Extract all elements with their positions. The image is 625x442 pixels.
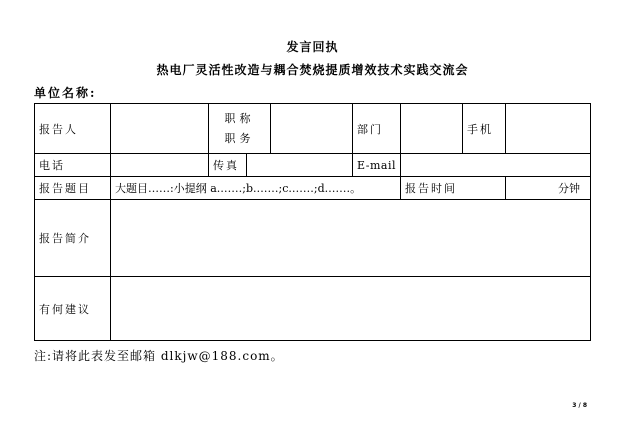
email-label: E-mail — [353, 154, 401, 177]
form-row-topic — [35, 177, 591, 200]
fax-label: 传真 — [209, 154, 247, 177]
suggestions-field[interactable] — [111, 277, 591, 341]
form-row-reporter — [35, 104, 591, 154]
page-title: 发言回执 — [286, 40, 339, 54]
summary-label: 报告简介 — [35, 200, 111, 277]
department-field[interactable] — [401, 104, 463, 154]
mobile-field[interactable] — [506, 104, 591, 154]
summary-field[interactable] — [111, 200, 591, 277]
fax-field[interactable] — [247, 154, 353, 177]
page-number: 3 / 8 — [572, 402, 587, 409]
reply-form-table — [34, 103, 591, 341]
topic-label: 报告题目 — [35, 177, 111, 200]
form-row-summary — [35, 200, 591, 277]
position-field[interactable] — [271, 104, 353, 154]
unit-name-label: 单位名称: — [34, 86, 97, 100]
reporter-label: 报告人 — [35, 104, 111, 154]
form-row-suggestions — [35, 277, 591, 341]
position-title-label: 职称 — [224, 111, 255, 125]
duration-label: 报告时间 — [401, 177, 506, 200]
department-label: 部门 — [353, 104, 401, 154]
suggestions-label: 有何建议 — [35, 277, 111, 341]
minutes-field[interactable]: 分钟 — [506, 177, 591, 200]
email-field[interactable] — [401, 154, 591, 177]
position-duty-label: 职务 — [224, 131, 255, 145]
position-label — [209, 104, 271, 154]
footnote: 注:请将此表发至邮箱 dlkjw@188.com。 — [34, 349, 284, 363]
page-subtitle: 热电厂灵活性改造与耦合焚烧提质增效技术实践交流会 — [156, 63, 469, 77]
topic-field[interactable]: 大题目……:小提纲 a.……;b.……;c.……;d.……。 — [111, 177, 401, 200]
mobile-label: 手机 — [463, 104, 506, 154]
phone-field[interactable] — [111, 154, 209, 177]
phone-label: 电话 — [35, 154, 111, 177]
form-row-phone — [35, 154, 591, 177]
reporter-field[interactable] — [111, 104, 209, 154]
